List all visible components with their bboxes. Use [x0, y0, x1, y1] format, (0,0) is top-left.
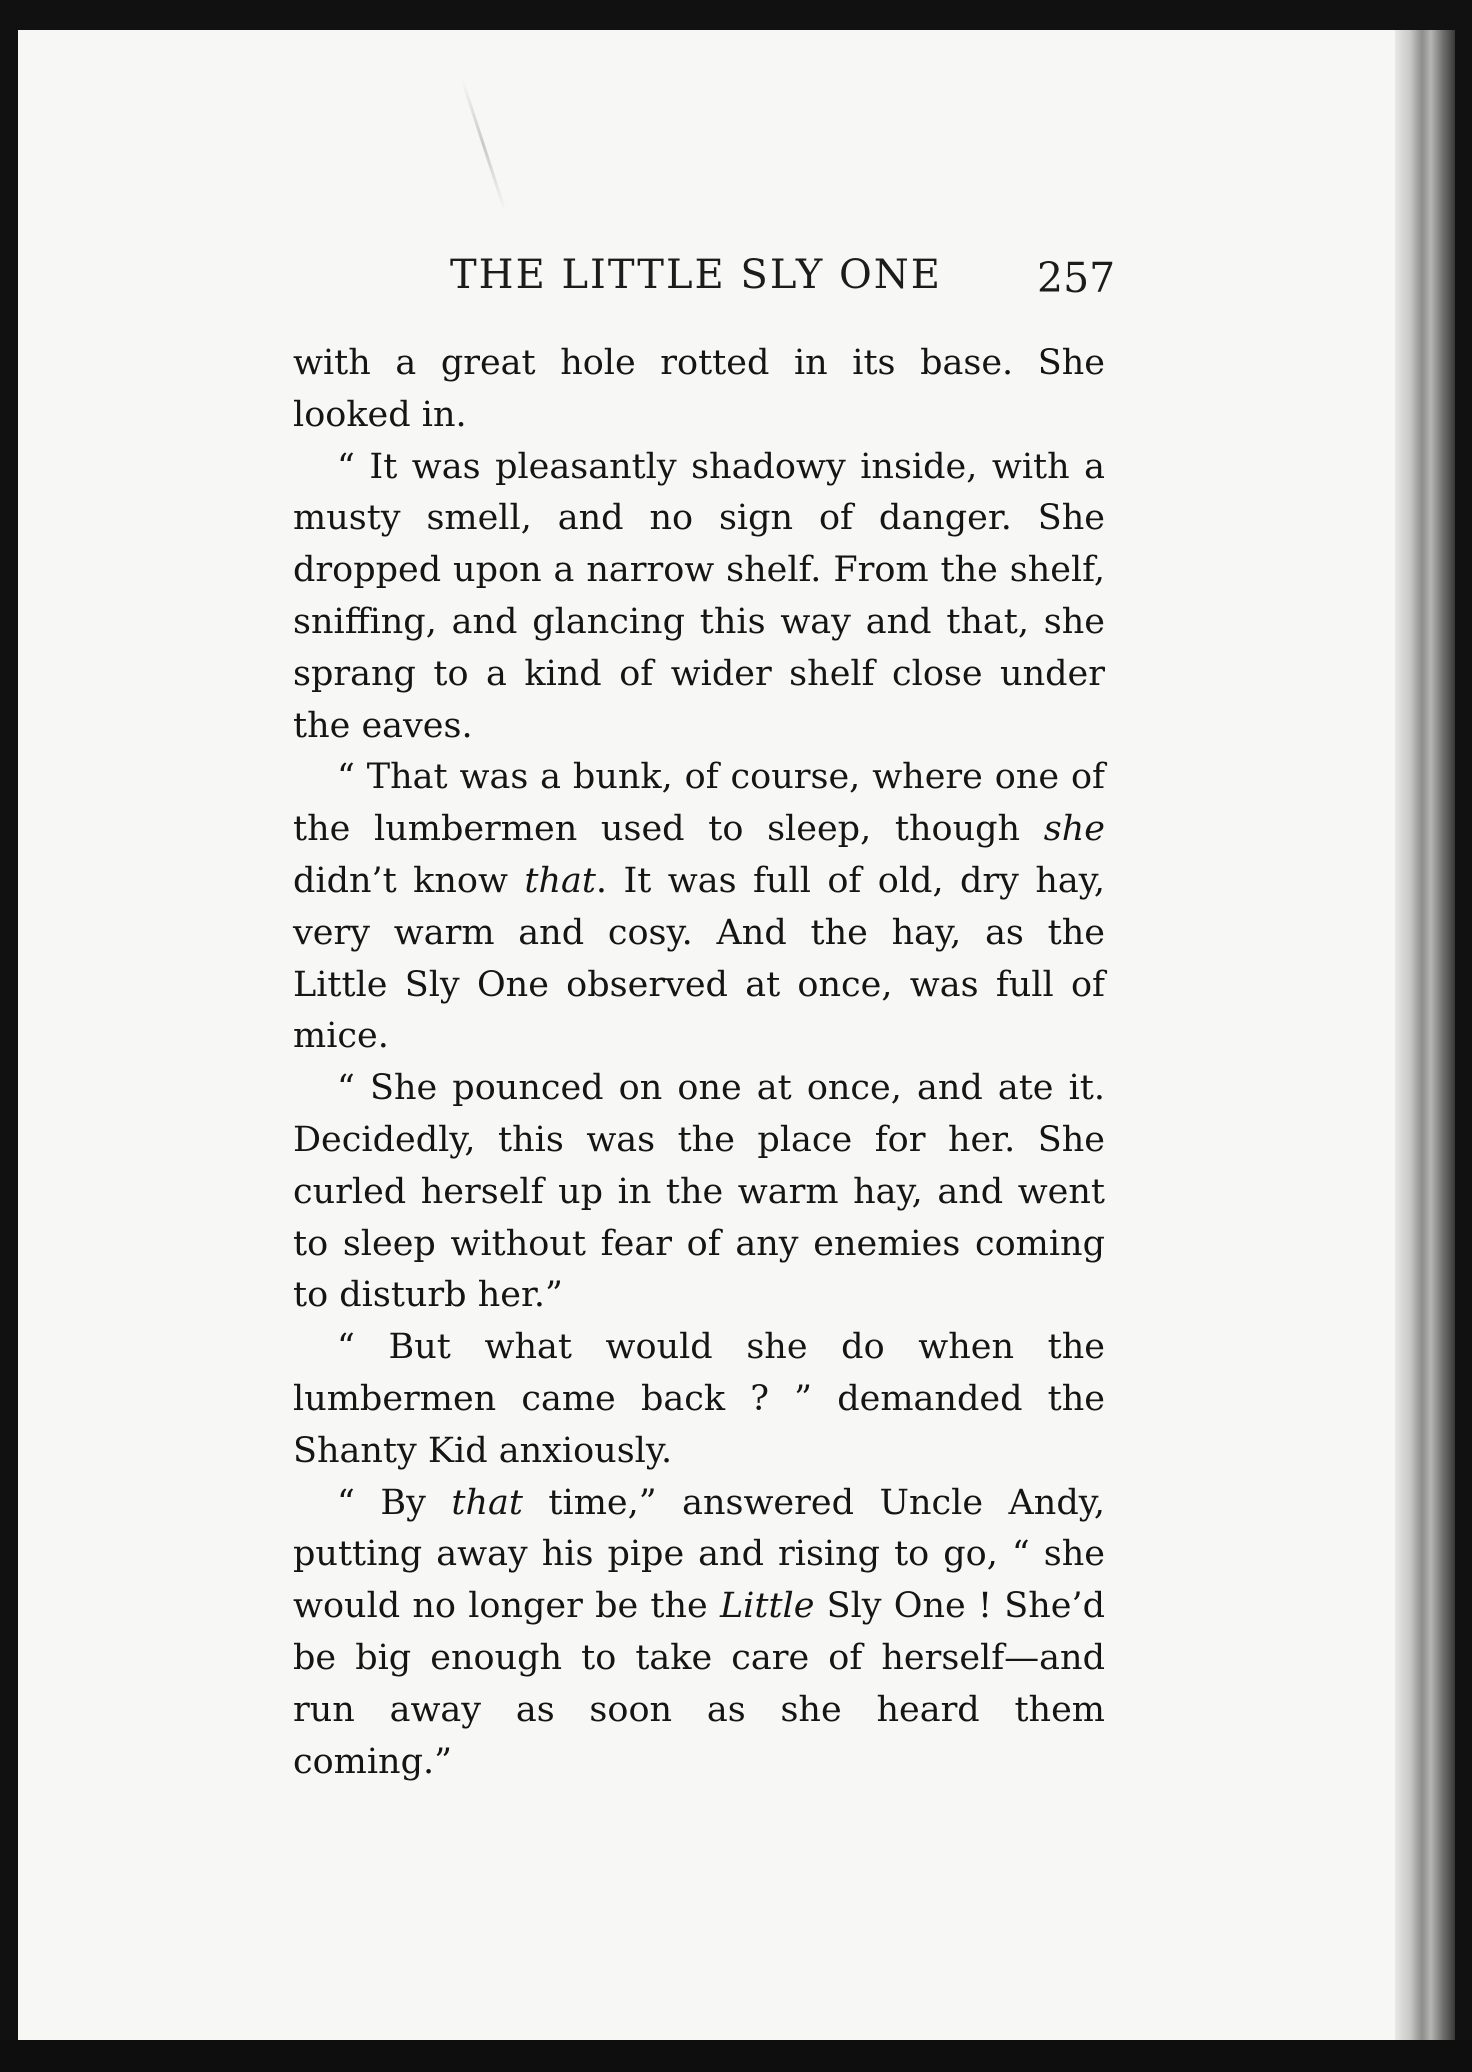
text-segment: . It was full of old, dry hay, very warm and cosy. And the hay, as the Little Sly One observed at once, was full of mice. [293, 860, 1117, 1057]
running-head [290, 252, 1116, 312]
body-text [293, 338, 1117, 1788]
italic-text: she [1043, 809, 1105, 850]
text-segment: time,” answered Uncle Andy, putting away his pipe and rising to go, “ she would no longer be the [293, 1482, 1117, 1627]
italic-text: Little [719, 1586, 815, 1627]
paragraph [293, 442, 1117, 753]
text-segment: “ She pounced on one at once, and ate it. Decidedly, this was the place for her. She curled herself up in the warm hay, and went to sleep without fear of any enemies coming to disturb her.” [293, 1068, 1117, 1316]
text-segment: with a great hole rotted in its base. She looked in. [293, 343, 1117, 435]
text-segment: “ That was a bunk, of course, where one of the lumbermen used to sleep, though [293, 757, 1117, 850]
text-segment: “ But what would she do when the lumbermen came back ? ” demanded the Shanty Kid anxiously. [293, 1327, 1117, 1471]
paragraph [293, 752, 1117, 1063]
paragraph [293, 338, 1117, 442]
scan-border-bottom [0, 2040, 1472, 2072]
paragraph [293, 1478, 1117, 1789]
text-segment: Sly One ! She’d be big enough to take care of herself—and run away as soon as she heard them coming.” [293, 1586, 1117, 1782]
page-edge-shadow [1395, 30, 1455, 2040]
italic-text: that [524, 860, 596, 901]
running-title: THE LITTLE SLY ONE [450, 252, 942, 298]
paragraph [293, 1063, 1117, 1322]
paragraph [293, 1322, 1117, 1477]
italic-text: that [451, 1482, 523, 1523]
page-number: 257 [1037, 254, 1116, 302]
text-segment: “ It was pleasantly shadowy inside, with a musty smell, and no sign of danger. She dropped upon a narrow shelf. From the shelf, sniffing, and glancing this way and that, she sprang to a kind of wider shelf close under the eaves. [293, 446, 1117, 746]
text-segment: didn’t know [293, 809, 1117, 901]
text-segment: “ By [337, 1482, 452, 1523]
